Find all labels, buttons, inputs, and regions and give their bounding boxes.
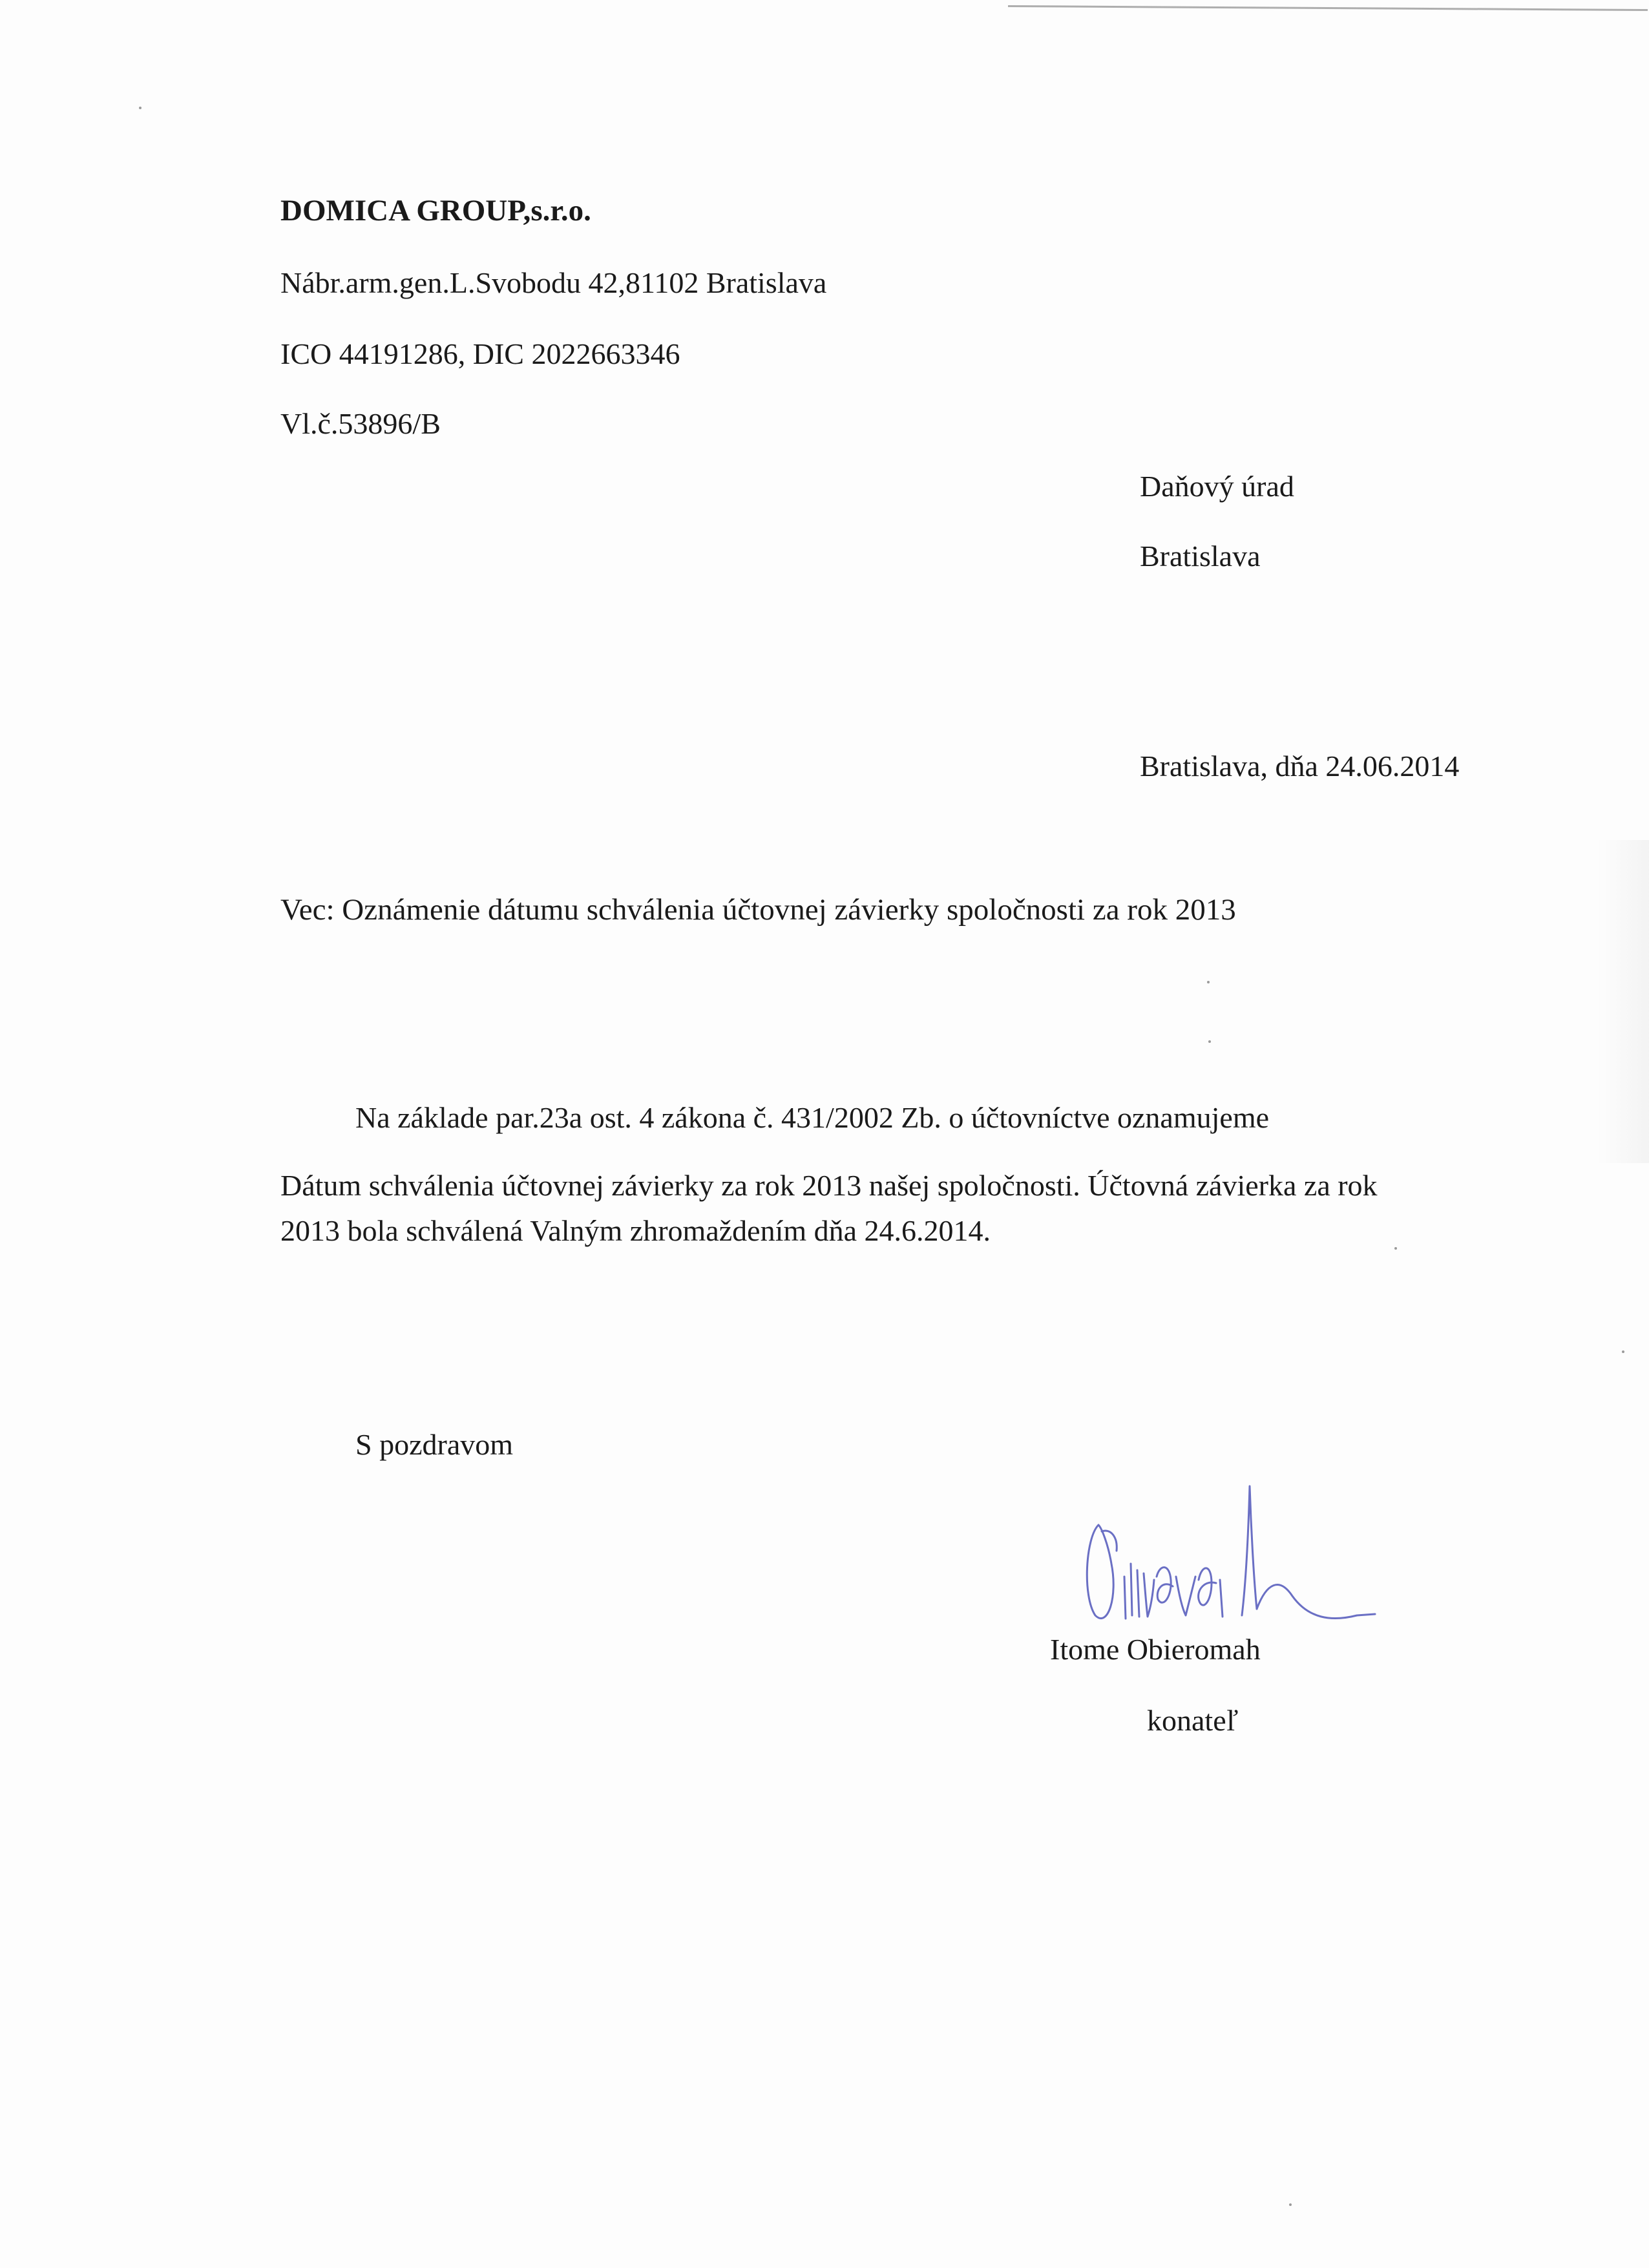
letter-date: Bratislava, dňa 24.06.2014 xyxy=(1140,750,1460,782)
signer-role: konateľ xyxy=(1147,1704,1239,1737)
scan-speck xyxy=(1208,1040,1211,1043)
scan-speck xyxy=(1394,1247,1397,1250)
scan-speck xyxy=(1289,2203,1292,2206)
scan-speck xyxy=(1622,1350,1624,1353)
body-paragraph-line: Dátum schválenia účtovnej závierky za rok 2013 našej spoločnosti. Účtovná závierka za rok xyxy=(280,1169,1378,1202)
scan-speck xyxy=(139,107,142,109)
body-paragraph-line: 2013 bola schválená Valným zhromaždením dňa 24.6.2014. xyxy=(280,1214,991,1247)
sender-address: Nábr.arm.gen.L.Svobodu 42,81102 Bratislava xyxy=(280,266,827,299)
scan-speck xyxy=(1207,981,1210,983)
closing-salutation: S pozdravom xyxy=(355,1428,514,1461)
sender-company-name: DOMICA GROUP,s.r.o. xyxy=(280,194,591,227)
scan-shadow xyxy=(1597,840,1649,1163)
sender-tax-ids: ICO 44191286, DIC 2022663346 xyxy=(280,337,680,370)
scan-edge-line xyxy=(1008,5,1648,11)
sender-registration: Vl.č.53896/B xyxy=(280,407,441,440)
signer-name: Itome Obieromah xyxy=(1050,1633,1261,1666)
recipient-city: Bratislava xyxy=(1140,540,1261,572)
letter-subject: Vec: Oznámenie dátumu schválenia účtovnej závierky spoločnosti za rok 2013 xyxy=(280,893,1236,927)
body-paragraph-line: Na základe par.23a ost. 4 zákona č. 431/2002 Zb. o účtovníctve oznamujeme xyxy=(355,1101,1270,1134)
recipient-office: Daňový úrad xyxy=(1140,470,1294,503)
handwritten-signature xyxy=(1073,1467,1376,1635)
